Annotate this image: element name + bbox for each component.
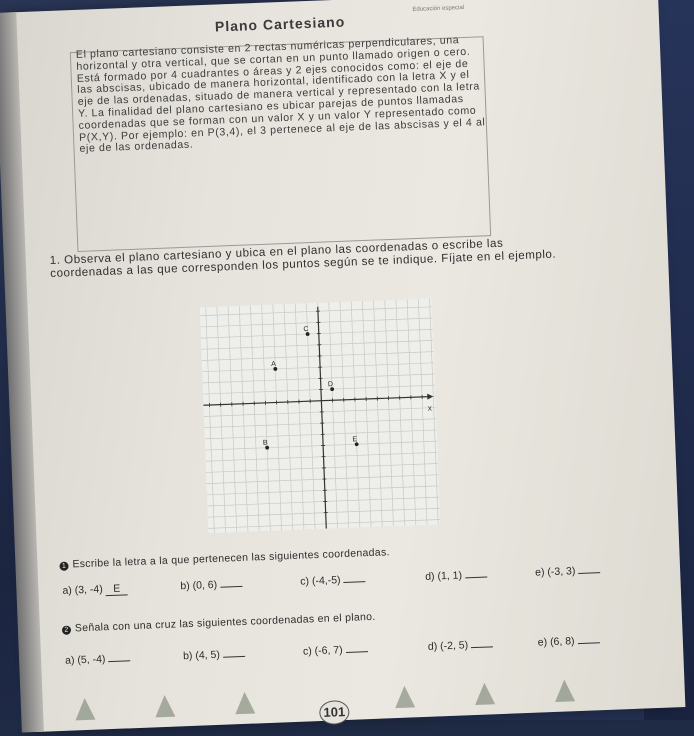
point-label: A <box>271 361 276 368</box>
exercise-1-item <box>62 582 128 597</box>
grid-line <box>250 305 259 531</box>
grid-line <box>228 306 237 532</box>
decor-triangle <box>155 695 176 718</box>
grid-line <box>362 301 371 527</box>
cartesian-plane <box>200 298 441 533</box>
item-key: b) <box>183 650 196 662</box>
answer-blank[interactable] <box>578 642 600 644</box>
exercise-2-number: 2 <box>62 626 71 635</box>
exercise-1-instruction: Escribe la letra a la que pertenecen las siguientes coordenadas. <box>72 546 390 570</box>
grid-line <box>385 300 394 526</box>
answer-blank[interactable] <box>465 577 487 579</box>
item-key: e) <box>535 566 548 578</box>
exercise-1-item <box>180 578 242 592</box>
exercise-1-number: 1 <box>59 562 68 571</box>
x-axis-arrow <box>427 393 433 399</box>
answer-blank[interactable]: E <box>105 582 127 596</box>
grid-line <box>208 519 440 528</box>
grid-line <box>351 302 360 528</box>
point-label: E <box>352 436 357 443</box>
decor-triangle <box>474 682 495 705</box>
grid-line <box>273 305 282 531</box>
item-key: c) <box>300 575 312 587</box>
worksheet-page <box>8 0 685 732</box>
header-stamp: Educación especial <box>412 5 464 13</box>
answer-blank[interactable] <box>346 651 368 653</box>
grid-line <box>206 307 215 533</box>
grid-line <box>239 306 248 532</box>
grid-line <box>374 301 383 527</box>
item-coordinate: (-3, 3) <box>547 565 575 578</box>
exercise-2-item <box>183 648 245 662</box>
intro-text: El plano cartesiano consiste en 2 rectas numéricas perpendiculares, una horizontal y otra vertical, que se cortan en un punto llamado origen o cero. Está formado por 4 cuadrantes o áreas y 2 ejes conocidos como: el eje de las abscisas, ubicado de manera horizontal, identificado con la letra X y el eje de las ordenadas, situado de manera vertical y representado con la letra Y. La finalidad del plano cartesiano es ubicar parejas de puntos llamadas coordenadas que se forman con un valor X y un valor Y representado como P(X,Y). Por ejemplo: en P(3,4), el 3 pertenece al eje de las abscisas y el 4 al eje de las ordenadas. <box>76 34 490 156</box>
item-key: a) <box>65 654 78 666</box>
item-key: a) <box>62 584 75 596</box>
decor-triangle <box>75 698 96 721</box>
answer-blank[interactable] <box>223 656 245 658</box>
item-key: d) <box>425 570 438 582</box>
grid-line <box>329 302 338 528</box>
exercise-1-item <box>535 564 601 578</box>
answer-blank[interactable] <box>108 660 130 662</box>
decor-triangle <box>394 685 415 708</box>
grid-line <box>217 307 226 533</box>
x-axis-label: x <box>428 404 432 413</box>
answer-blank[interactable] <box>220 586 242 588</box>
exercise-1-item <box>300 573 366 587</box>
point-label: B <box>263 440 268 447</box>
point-label: C <box>303 326 308 333</box>
grid-line <box>340 302 349 528</box>
grid-line <box>418 299 427 525</box>
page-number: 101 <box>319 700 350 725</box>
exercise-1-item <box>425 569 487 583</box>
exercise-2-item <box>303 643 368 657</box>
grid-line <box>306 303 315 529</box>
item-coordinate: (1, 1) <box>437 569 462 582</box>
item-coordinate: (5, -4) <box>77 653 105 666</box>
item-coordinate: (6, 8) <box>550 635 575 648</box>
item-coordinate: (-6, 7) <box>314 644 342 657</box>
item-key: c) <box>303 645 315 657</box>
grid-line <box>284 304 293 530</box>
point-label: D <box>328 381 333 388</box>
y-axis <box>318 307 327 529</box>
exercise-1-heading <box>59 546 390 571</box>
x-axis <box>203 397 429 406</box>
item-key: d) <box>428 640 441 652</box>
plane-drawing <box>200 298 441 533</box>
grid-line <box>407 299 416 525</box>
answer-blank[interactable] <box>344 581 366 583</box>
task-instruction: 1. Observa el plano cartesiano y ubica en el plano las coordenadas o escribe las coordenadas a las que corresponden los puntos según se te indique. Fíjate en el ejemplo. <box>50 235 561 280</box>
item-coordinate: (3, -4) <box>75 583 103 596</box>
exercise-2-item <box>538 634 600 648</box>
item-key: b) <box>180 580 193 592</box>
exercise-2-instruction: Señala con una cruz las siguientes coordenadas en el plano. <box>75 611 376 635</box>
grid-line <box>295 304 304 530</box>
grid-line <box>262 305 271 531</box>
decor-triangle <box>554 679 575 702</box>
decor-triangle <box>235 692 256 715</box>
grid-line <box>396 300 405 526</box>
item-coordinate: (-4,-5) <box>312 574 341 587</box>
page-title: Plano Cartesiano <box>215 14 346 35</box>
item-coordinate: (4, 5) <box>195 649 220 662</box>
exercise-2-item <box>65 652 131 666</box>
item-coordinate: (0, 6) <box>192 579 217 592</box>
item-key: e) <box>538 636 551 648</box>
exercise-2-heading <box>62 611 376 635</box>
answer-blank[interactable] <box>578 572 600 574</box>
exercise-2-item <box>428 638 494 652</box>
item-coordinate: (-2, 5) <box>440 639 468 652</box>
answer-blank[interactable] <box>471 646 493 648</box>
